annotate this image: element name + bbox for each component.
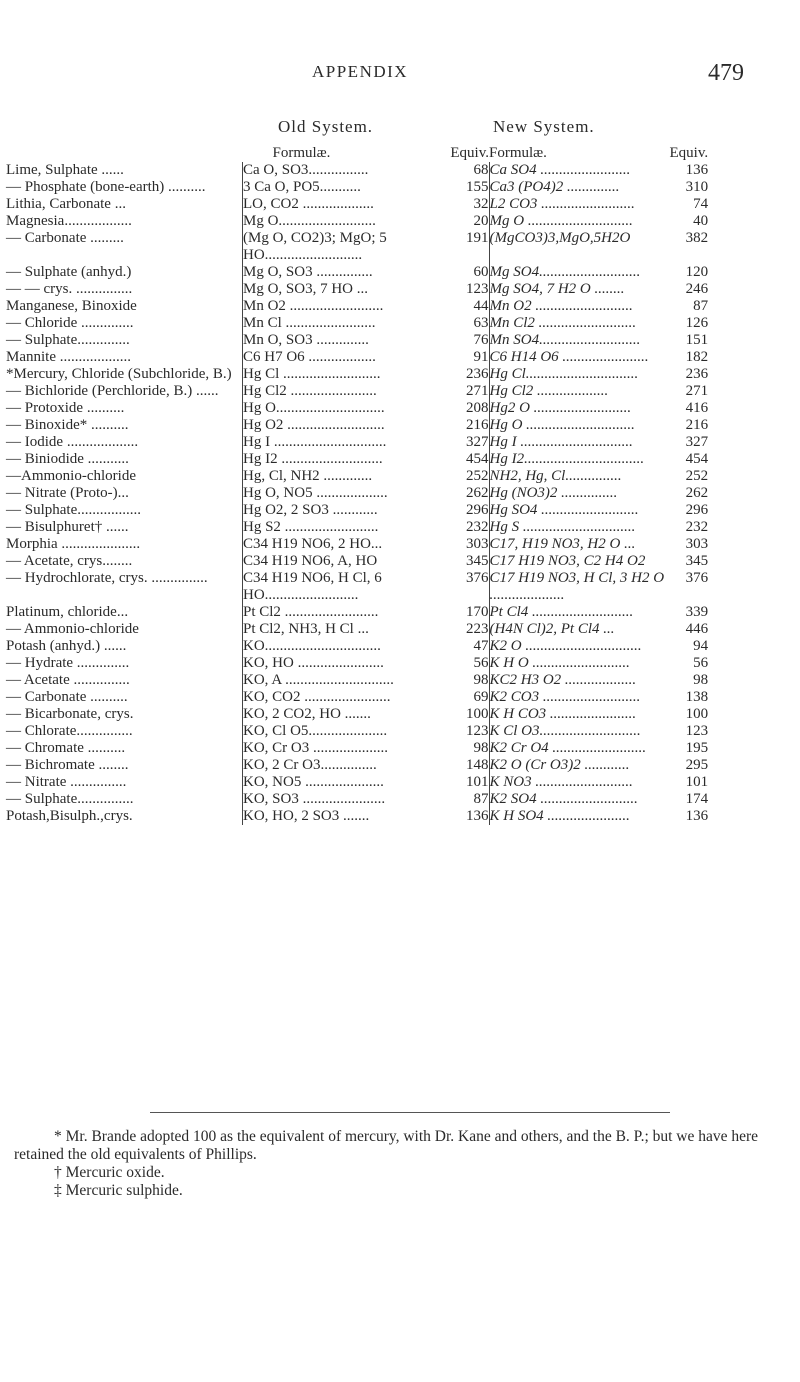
new-formula: Mn Cl2 .......................... — [489, 315, 670, 332]
new-equiv: 252 — [685, 468, 709, 484]
page-number: 479 — [708, 60, 744, 86]
old-equiv: 47 — [473, 638, 489, 654]
old-equiv: 170 — [466, 604, 489, 620]
substance-name: — Sulphate.............. — [6, 332, 130, 348]
old-equiv: 44 — [473, 298, 489, 314]
new-formula: C6 H14 O6 ....................... — [489, 349, 670, 366]
table-row — [6, 383, 708, 400]
old-equiv: 98 — [473, 740, 489, 756]
new-equiv: 216 — [685, 417, 709, 433]
old-equiv: 232 — [466, 519, 489, 535]
old-formula: C34 H19 NO6, 2 HO... — [243, 536, 447, 553]
footnote-rule — [150, 1112, 670, 1113]
substance-name: — Carbonate .......... — [6, 689, 128, 705]
old-formula: Hg O2, 2 SO3 ............ — [243, 502, 447, 519]
substance-name: Lime, Sulphate ...... — [6, 162, 124, 178]
new-formula: Ca3 (PO4)2 .............. — [489, 179, 670, 196]
old-equiv: 123 — [466, 723, 489, 739]
table-row — [6, 774, 708, 791]
table-row — [6, 757, 708, 774]
new-equiv: 151 — [685, 332, 709, 348]
new-formula: Hg (NO3)2 ............... — [489, 485, 670, 502]
old-formula: Mg O.......................... — [243, 213, 447, 230]
substance-name: Potash,Bisulph.,crys. — [6, 808, 133, 824]
old-equiv: 327 — [466, 434, 489, 450]
table-row — [6, 553, 708, 570]
old-equiv: 345 — [466, 553, 489, 569]
table-row — [6, 536, 708, 553]
footnotes — [14, 1128, 784, 1200]
substance-name: Morphia ..................... — [6, 536, 141, 552]
old-equiv: 303 — [466, 536, 489, 552]
new-formula: Hg O ............................. — [489, 417, 670, 434]
new-equiv: 376 — [685, 570, 709, 586]
new-equiv: 174 — [685, 791, 709, 807]
table-row — [6, 621, 708, 638]
new-equiv: 303 — [685, 536, 709, 552]
old-formula: 3 Ca O, PO5........... — [243, 179, 447, 196]
old-formula: KO............................... — [243, 638, 447, 655]
new-formula: K H O .......................... — [489, 655, 670, 672]
old-formula: Mg O, SO3, 7 HO ... — [243, 281, 447, 298]
old-formula: C34 H19 NO6, A, HO — [243, 553, 447, 570]
table-row — [6, 451, 708, 468]
new-equiv: 310 — [685, 179, 709, 195]
new-formula: Mn SO4........................... — [489, 332, 670, 349]
old-system-title: Old System. — [278, 117, 374, 136]
substance-name: — Sulphate................. — [6, 502, 141, 518]
old-formula: KO, NO5 ..................... — [243, 774, 447, 791]
new-equiv: 271 — [685, 383, 709, 399]
new-equiv: 94 — [693, 638, 709, 654]
old-equiv: 56 — [473, 655, 489, 671]
new-formula: K Cl O3........................... — [489, 723, 670, 740]
substance-name: —Ammonio-chloride — [6, 468, 136, 484]
new-equiv: 136 — [685, 808, 709, 824]
new-equiv: 195 — [685, 740, 709, 756]
old-formula: KO, HO, 2 SO3 ....... — [243, 808, 447, 825]
table-row — [6, 689, 708, 706]
new-equiv: 446 — [685, 621, 709, 637]
new-equiv: 98 — [693, 672, 709, 688]
old-formula: Hg Cl2 ....................... — [243, 383, 447, 400]
old-formula: KO, 2 Cr O3............... — [243, 757, 447, 774]
new-formula: K2 Cr O4 ......................... — [489, 740, 670, 757]
table-row — [6, 723, 708, 740]
new-formula: Mg SO4........................... — [489, 264, 670, 281]
new-formula: K2 CO3 .......................... — [489, 689, 670, 706]
old-formula: Hg O............................. — [243, 400, 447, 417]
old-equiv: 76 — [473, 332, 489, 348]
old-equiv: 208 — [466, 400, 489, 416]
old-equiv: 87 — [473, 791, 489, 807]
new-formula: K2 O ............................... — [489, 638, 670, 655]
new-formula: Mn O2 .......................... — [489, 298, 670, 315]
table-row — [6, 502, 708, 519]
table-row — [6, 349, 708, 366]
old-equiv: 376 — [466, 570, 489, 586]
new-formula: K2 O (Cr O3)2 ............ — [489, 757, 670, 774]
table-row — [6, 434, 708, 451]
new-equiv: 345 — [685, 553, 709, 569]
substance-name: — Nitrate ............... — [6, 774, 127, 790]
new-formula: K2 SO4 .......................... — [489, 791, 670, 808]
old-equiv: 148 — [466, 757, 489, 773]
new-equiv: 136 — [685, 162, 709, 178]
old-equiv: 100 — [466, 706, 489, 722]
old-equiv: 32 — [473, 196, 489, 212]
new-equiv: 246 — [685, 281, 709, 297]
table-row — [6, 417, 708, 434]
table-row — [6, 162, 708, 179]
old-formula: C6 H7 O6 .................. — [243, 349, 447, 366]
substance-name: *Mercury, Chloride (Subchloride, B.) — [6, 366, 232, 382]
old-formula: Hg O, NO5 ................... — [243, 485, 447, 502]
substance-name: — Bichromate ........ — [6, 757, 129, 773]
table-row — [6, 230, 708, 264]
new-equiv: 40 — [693, 213, 709, 229]
new-formula: K NO3 .......................... — [489, 774, 670, 791]
table-row — [6, 264, 708, 281]
new-formula: (H4N Cl)2, Pt Cl4 ... — [489, 621, 670, 638]
table-row — [6, 213, 708, 230]
substance-name: — Sulphate............... — [6, 791, 134, 807]
old-formula: Mn O2 ......................... — [243, 298, 447, 315]
old-formula: Mg O, SO3 ............... — [243, 264, 447, 281]
old-formula: Pt Cl2 ......................... — [243, 604, 447, 621]
substance-name: — Hydrate .............. — [6, 655, 130, 671]
old-formula: Mn Cl ........................ — [243, 315, 447, 332]
table-row — [6, 315, 708, 332]
substance-name: — Chlorate............... — [6, 723, 133, 739]
old-formula: KO, 2 CO2, HO ....... — [243, 706, 447, 723]
substance-name: — Iodide ................... — [6, 434, 139, 450]
old-formula: KO, CO2 ....................... — [243, 689, 447, 706]
new-formula: Hg Cl2 ................... — [489, 383, 670, 400]
old-equiv-header: Equiv. — [450, 145, 489, 161]
new-formula: NH2, Hg, Cl............... — [489, 468, 670, 485]
substance-name: Lithia, Carbonate ... — [6, 196, 126, 212]
new-formula: C17 H19 NO3, H Cl, 3 H2 O .................... — [489, 570, 670, 604]
new-equiv: 87 — [693, 298, 709, 314]
new-formula: K H CO3 ....................... — [489, 706, 670, 723]
old-equiv: 236 — [466, 366, 489, 382]
old-equiv: 63 — [473, 315, 489, 331]
old-formula: C34 H19 NO6, H Cl, 6 HO......................... — [243, 570, 447, 604]
substance-name: — Bisulphuret† ...... — [6, 519, 129, 535]
new-equiv: 327 — [685, 434, 709, 450]
table-row — [6, 706, 708, 723]
new-formula: Hg SO4 .......................... — [489, 502, 670, 519]
old-formula: Hg I .............................. — [243, 434, 447, 451]
substance-name: — Phosphate (bone-earth) .......... — [6, 179, 206, 195]
new-equiv-header: Equiv. — [669, 145, 709, 161]
substance-name: — Hydrochlorate, crys. ............... — [6, 570, 208, 586]
new-formula: K H SO4 ...................... — [489, 808, 670, 825]
old-equiv: 69 — [473, 689, 489, 705]
substance-name: — Ammonio-chloride — [6, 621, 139, 637]
table-row — [6, 740, 708, 757]
new-formula: Hg I .............................. — [489, 434, 670, 451]
running-head: APPENDIX — [312, 62, 409, 81]
new-equiv: 416 — [685, 400, 709, 416]
old-equiv: 216 — [466, 417, 489, 433]
substance-name: — Protoxide .......... — [6, 400, 125, 416]
old-formula: KO, Cl O5..................... — [243, 723, 447, 740]
table-row — [6, 519, 708, 536]
table-row — [6, 400, 708, 417]
table-row — [6, 570, 708, 604]
table-header-row — [6, 145, 708, 162]
new-equiv: 120 — [685, 264, 709, 280]
footnote-mercury: * Mr. Brande adopted 100 as the equivalent of mercury, with Dr. Kane and others, and the B. P.; but we have here retained the old equivalents of Phillips. — [14, 1128, 759, 1163]
new-equiv: 382 — [685, 230, 709, 246]
new-equiv: 126 — [685, 315, 709, 331]
new-formula: L2 CO3 ......................... — [489, 196, 670, 213]
substance-name: — Biniodide ........... — [6, 451, 129, 467]
new-formula: KC2 H3 O2 ................... — [489, 672, 670, 689]
new-equiv: 236 — [685, 366, 709, 382]
old-formula: Hg O2 .......................... — [243, 417, 447, 434]
old-equiv: 123 — [466, 281, 489, 297]
new-formula: Ca SO4 ........................ — [489, 162, 670, 179]
old-equiv: 262 — [466, 485, 489, 501]
footnote-sulphide: ‡ Mercuric sulphide. — [54, 1182, 183, 1199]
new-formula: Pt Cl4 ........................... — [489, 604, 670, 621]
substance-name: — Carbonate ......... — [6, 230, 124, 246]
table-row — [6, 638, 708, 655]
old-formula: Pt Cl2, NH3, H Cl ... — [243, 621, 447, 638]
table-row — [6, 298, 708, 315]
old-equiv: 223 — [466, 621, 489, 637]
new-formula: Mg O ............................ — [489, 213, 670, 230]
old-formula: KO, Cr O3 .................... — [243, 740, 447, 757]
new-equiv: 454 — [685, 451, 709, 467]
table-row — [6, 791, 708, 808]
table-row — [6, 485, 708, 502]
new-formula: C17, H19 NO3, H2 O ... — [489, 536, 670, 553]
new-equiv: 56 — [693, 655, 709, 671]
old-equiv: 60 — [473, 264, 489, 280]
substance-name: — Binoxide* .......... — [6, 417, 129, 433]
old-formula: KO, SO3 ...................... — [243, 791, 447, 808]
old-equiv: 252 — [466, 468, 489, 484]
table-row — [6, 468, 708, 485]
old-formula: KO, HO ....................... — [243, 655, 447, 672]
new-equiv: 74 — [693, 196, 709, 212]
table-body — [6, 162, 708, 825]
substance-name: Magnesia.................. — [6, 213, 132, 229]
old-formula: KO, A ............................. — [243, 672, 447, 689]
new-formula: Mg SO4, 7 H2 O ........ — [489, 281, 670, 298]
substance-name: Potash (anhyd.) ...... — [6, 638, 127, 654]
old-formula: (Mg O, CO2)3; MgO; 5 HO.......................... — [243, 230, 447, 264]
old-equiv: 271 — [466, 383, 489, 399]
substance-name: Platinum, chloride... — [6, 604, 129, 620]
new-equiv: 182 — [685, 349, 709, 365]
table-row — [6, 604, 708, 621]
table-row — [6, 179, 708, 196]
substance-name: — Nitrate (Proto-)... — [6, 485, 129, 501]
old-equiv: 20 — [473, 213, 489, 229]
new-equiv: 232 — [685, 519, 709, 535]
new-equiv: 339 — [685, 604, 709, 620]
new-equiv: 138 — [685, 689, 709, 705]
old-equiv: 98 — [473, 672, 489, 688]
table-row — [6, 196, 708, 213]
substance-name: — Acetate, crys........ — [6, 553, 133, 569]
old-formula: Hg Cl .......................... — [243, 366, 447, 383]
old-formula: Ca O, SO3................ — [243, 162, 447, 179]
old-equiv: 68 — [473, 162, 489, 178]
table-row — [6, 332, 708, 349]
old-formula: Hg S2 ......................... — [243, 519, 447, 536]
new-equiv: 100 — [685, 706, 709, 722]
new-system-title: New System. — [493, 117, 595, 136]
new-formula: C17 H19 NO3, C2 H4 O2 — [489, 553, 670, 570]
new-formula: (MgCO3)3,MgO,5H2O — [489, 230, 670, 264]
old-formulae-header: Formulæ. — [272, 145, 331, 161]
new-formula: Hg2 O .......................... — [489, 400, 670, 417]
old-formula: Hg, Cl, NH2 ............. — [243, 468, 447, 485]
new-equiv: 296 — [685, 502, 709, 518]
table-row — [6, 366, 708, 383]
old-equiv: 101 — [466, 774, 489, 790]
substance-name: — Chromate .......... — [6, 740, 126, 756]
table-row — [6, 808, 708, 825]
substance-name: Mannite ................... — [6, 349, 131, 365]
old-formula: Hg I2 ........................... — [243, 451, 447, 468]
old-equiv: 296 — [466, 502, 489, 518]
new-equiv: 123 — [685, 723, 709, 739]
new-equiv: 101 — [685, 774, 709, 790]
old-equiv: 454 — [466, 451, 489, 467]
substance-name: — Sulphate (anhyd.) — [6, 264, 132, 280]
new-equiv: 295 — [685, 757, 709, 773]
old-equiv: 91 — [473, 349, 489, 365]
equivalents-table — [6, 145, 708, 825]
old-formula: Mn O, SO3 .............. — [243, 332, 447, 349]
substance-name: — — crys. ............... — [6, 281, 133, 297]
new-formulae-header: Formulæ. — [489, 145, 547, 161]
old-equiv: 136 — [466, 808, 489, 824]
table-row — [6, 672, 708, 689]
table-row — [6, 655, 708, 672]
substance-name: — Bichloride (Perchloride, B.) ...... — [6, 383, 219, 399]
new-formula: Hg S .............................. — [489, 519, 670, 536]
table-row — [6, 281, 708, 298]
footnote-oxide: † Mercuric oxide. — [54, 1164, 165, 1181]
substance-name: — Acetate ............... — [6, 672, 130, 688]
old-equiv: 191 — [466, 230, 489, 246]
substance-name: — Chloride .............. — [6, 315, 134, 331]
new-equiv: 262 — [685, 485, 709, 501]
new-formula: Hg I2................................ — [489, 451, 670, 468]
substance-name: Manganese, Binoxide — [6, 298, 137, 314]
old-equiv: 155 — [466, 179, 489, 195]
page-header — [0, 62, 800, 92]
old-formula: LO, CO2 ................... — [243, 196, 447, 213]
new-formula: Hg Cl.............................. — [489, 366, 670, 383]
substance-name: — Bicarbonate, crys. — [6, 706, 134, 722]
